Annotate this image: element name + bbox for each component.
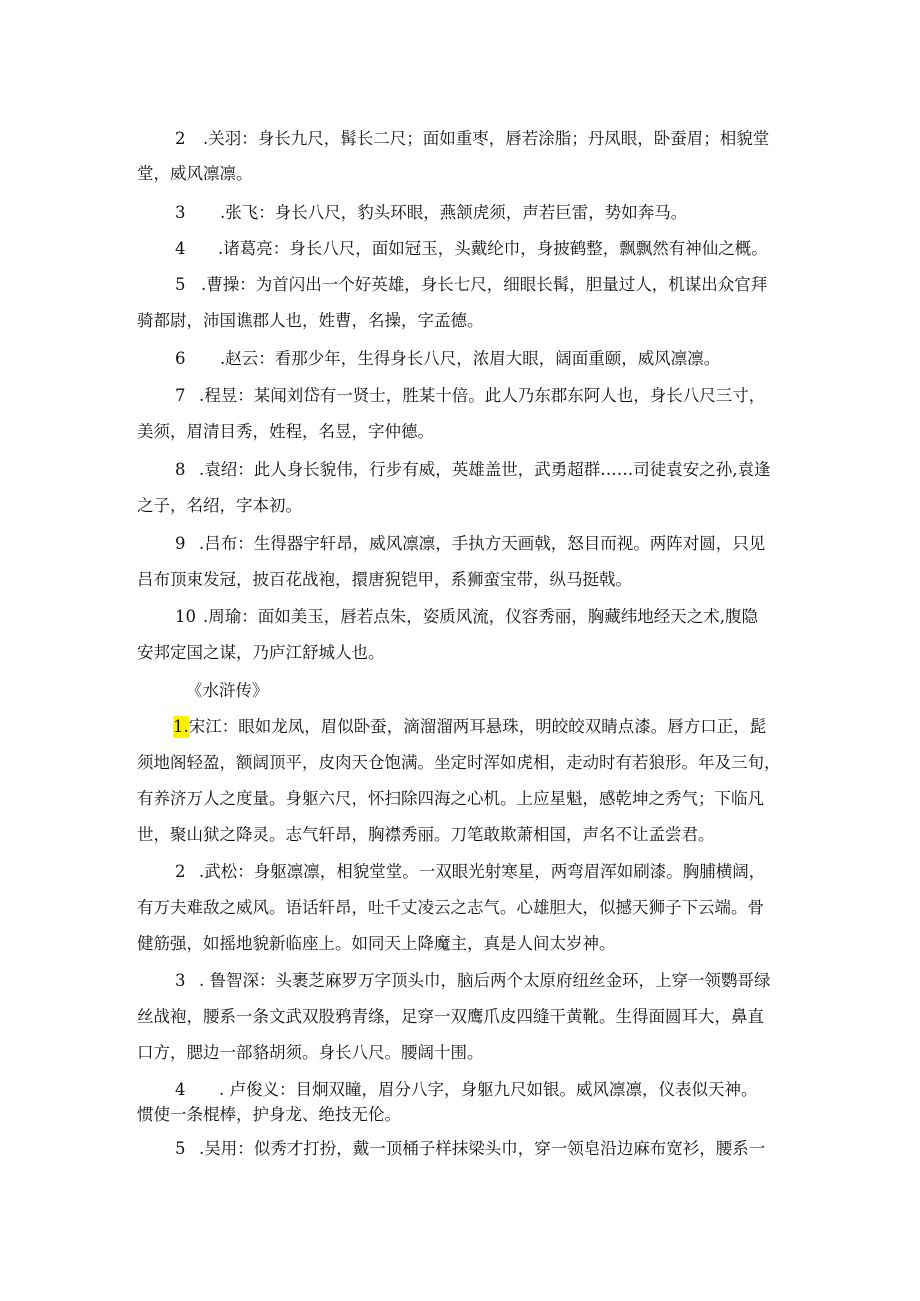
entry-guanyu-line-1 (175, 128, 769, 150)
entry-wusong-line-2: 有万夫难敌之威风。语话轩昂，吐千丈凌云之志气。心雄胆大，似撼天狮子下云端。骨 (137, 898, 764, 917)
entry-zhouyu-line-1 (175, 606, 758, 628)
entry-guanyu-line-2: 堂，威风凛凛。 (137, 164, 253, 183)
entry-zhouyu-line-2: 安邦定国之谋，乃庐江舒城人也。 (137, 643, 385, 662)
section-title-shuihu: 《水浒传》 (186, 681, 269, 700)
entry-text: .袁绍：此人身长貌伟，行步有威，英雄盖世，武勇超群……司徒袁安之孙,袁逢 (199, 460, 771, 479)
entry-number-highlighted: 1. (173, 717, 189, 736)
entry-text: . 卢俊义：目炯双瞳，眉分八字，身躯九尺如银。威风凛凛，仪表似天神。 (219, 1080, 758, 1099)
entry-yuanshao-line-2: 之子，名绍，字本初。 (137, 496, 302, 515)
entry-text: .武松：身躯凛凛，相貌堂堂。一双眼光射寒星，两弯眉浑如刷漆。胸脯横阔， (199, 862, 766, 881)
entry-number: 4 (175, 239, 186, 258)
entry-yuanshao-line-1 (175, 459, 771, 481)
entry-lvbu-line-2: 吕布顶束发冠，披百花战袍，擐唐猊铠甲，系狮蛮宝带，纵马挺戟。 (137, 570, 632, 589)
entry-text: . 鲁智深：头裹芝麻罗万字顶头巾，脑后两个太原府纽丝金环，上穿一领鹦哥绿 (199, 971, 771, 990)
entry-text: .曹操：为首闪出一个好英雄，身长七尺，细眼长髯，胆量过人，机谋出众官拜 (201, 275, 768, 294)
entry-number: 5 (175, 1139, 186, 1158)
entry-songjiang-line-3: 有养济万人之度量。身躯六尺，怀扫除四海之心机。上应星魁，感乾坤之秀气；下临凡 (137, 789, 764, 808)
entry-number: 3 (175, 203, 186, 222)
entry-luzhishen-line-3: 口方，腮边一部貉胡须。身长八尺。腰阔十围。 (137, 1043, 484, 1062)
entry-text: 宋江：眼如龙凤，眉似卧蚕，滴溜溜两耳悬珠，明皎皎双睛点漆。唇方口正，髭 (188, 717, 767, 736)
entry-text: .诸葛亮：身长八尺，面如冠玉，头戴纶巾，身披鹤整，飘飘然有神仙之概。 (218, 239, 768, 258)
entry-text: .关羽：身长九尺，髯长二尺；面如重枣，唇若涂脂；丹凤眼，卧蚕眉；相貌堂 (203, 129, 770, 148)
entry-caocao-line-1 (175, 274, 767, 296)
entry-zhugeliang (175, 238, 768, 260)
entry-text: .吴用：似秀才打扮，戴一顶桶子样抹梁头巾，穿一领皂沿边麻布宽衫，腰系一 (199, 1139, 766, 1158)
entry-number: 7 (175, 386, 186, 405)
entry-text: .吕布：生得器宇轩昂，威风凛凛，手执方天画戟，怒目而视。两阵对圆，只见 (199, 534, 766, 553)
entry-number: 5 (175, 275, 186, 294)
entry-number: 10 (175, 607, 196, 626)
entry-number: 2 (175, 129, 186, 148)
entry-lvbu-line-1 (175, 533, 765, 555)
entry-luzhishen-line-1 (175, 970, 771, 992)
entry-number: 8 (175, 460, 186, 479)
entry-zhangfei (175, 202, 687, 224)
entry-zhaoyun (175, 348, 720, 370)
entry-wuyong-line-1 (175, 1138, 765, 1160)
entry-songjiang-line-1 (173, 716, 766, 738)
entry-number: 3 (175, 971, 186, 990)
entry-text: .赵云：看那少年，生得身长八尺，浓眉大眼，阔面重颐，威风凛凛。 (220, 349, 721, 368)
entry-chengyu-line-1 (175, 385, 765, 407)
entry-text: .周瑜：面如美玉，唇若点朱，姿质风流，仪容秀丽，胸藏纬地经天之术,腹隐 (203, 607, 758, 626)
entry-caocao-line-2: 骑都尉，沛国谯郡人也，姓曹，名操，字孟德。 (137, 311, 484, 330)
entry-number: 6 (175, 349, 186, 368)
entry-lujunyi-line-1 (175, 1079, 758, 1101)
entry-luzhishen-line-2: 丝战袍，腰系一条文武双股鸦青绦，足穿一双鹰爪皮四缝干黄靴。生得面圆耳大，鼻直 (137, 1007, 764, 1026)
entry-chengyu-line-2: 美须，眉清目秀，姓程，名昱，字仲德。 (137, 422, 434, 441)
entry-wusong-line-3: 健筋强，如摇地貌新临座上。如同天上降魔主，真是人间太岁神。 (137, 934, 616, 953)
entry-wusong-line-1 (175, 861, 765, 883)
entry-text: .张飞：身长八尺，豹头环眼，燕颔虎须，声若巨雷，势如奔马。 (220, 203, 688, 222)
entry-text: .程昱：某闻刘岱有一贤士，胜某十倍。此人乃东郡东阿人也，身长八尺三寸， (199, 386, 766, 405)
entry-number: 4 (175, 1080, 186, 1099)
entry-number: 2 (175, 862, 186, 881)
entry-songjiang-line-4: 世，聚山狱之降灵。志气轩昂，胸襟秀丽。刀笔敢欺萧相国，声名不让孟尝君。 (137, 825, 715, 844)
entry-lujunyi-line-2: 惯使一条棍棒，护身龙、绝技无伦。 (137, 1105, 401, 1124)
entry-number: 9 (175, 534, 186, 553)
entry-songjiang-line-2: 须地阁轻盈，额阔顶平，皮肉天仓饱满。坐定时浑如虎相，走动时有若狼形。年及三旬， (137, 753, 781, 772)
